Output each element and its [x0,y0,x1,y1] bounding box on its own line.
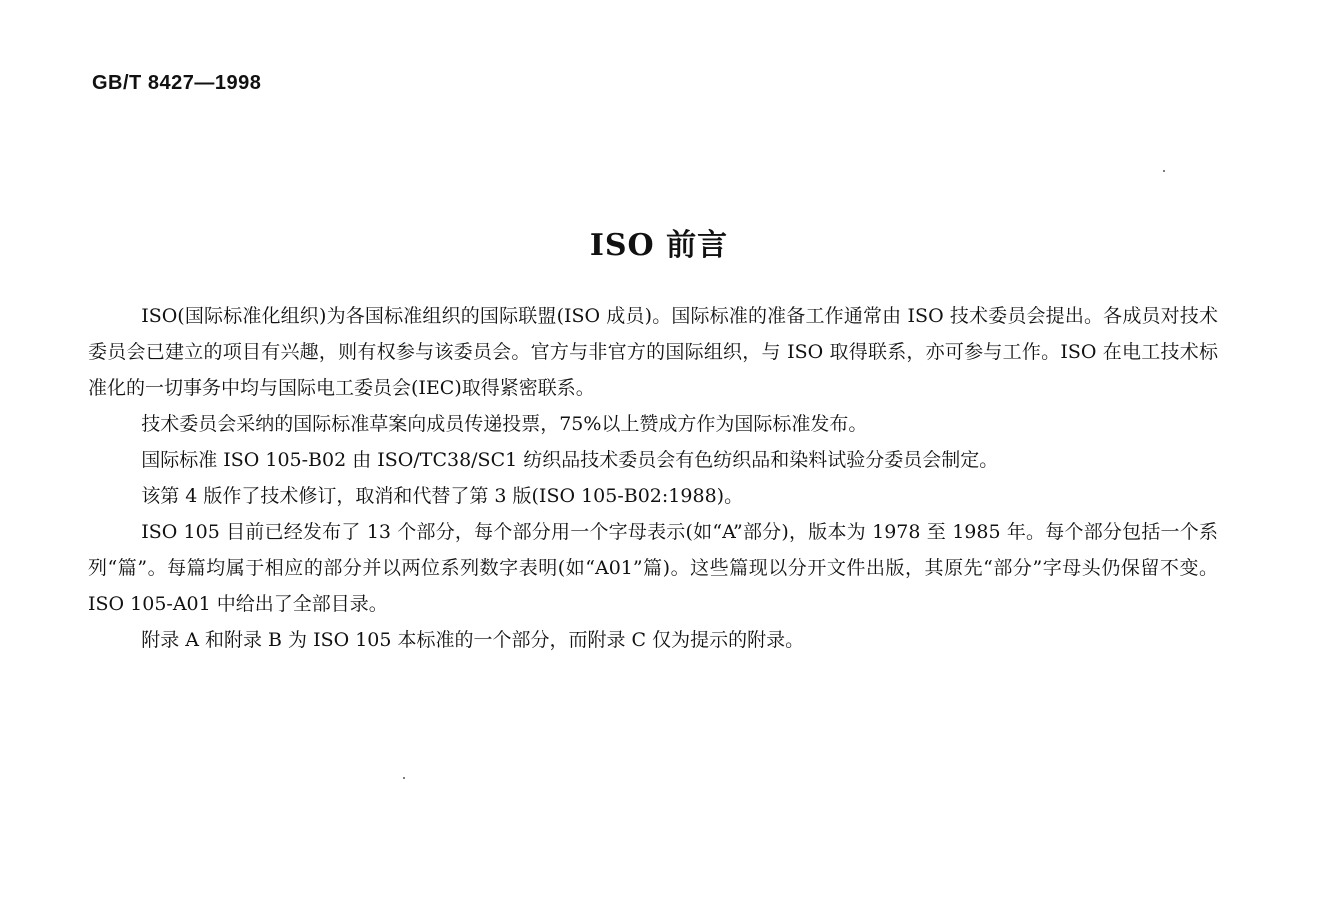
document-code: GB/T 8427—1998 [92,72,262,94]
scan-speck [1163,170,1165,172]
paragraph-prepared-by: 国际标准 ISO 105-B02 由 ISO/TC38/SC1 纺织品技术委员会有色纺织品和染料试验分委员会制定。 [141,449,999,471]
page-title: ISO 前言 [589,228,729,263]
paragraph-iso-intro: ISO(国际标准化组织)为各国标准组织的国际联盟(ISO 成员)。国际标准的准备工作通常由 ISO 技术委员会提出。各成员对技术委员会已建立的项目有兴趣，则有权参与该委员会。官方与非官方的国际组织，与 ISO 取得联系，亦可参与工作。ISO 在电工技术标准化的一切事务中均与国际电工委员会(IEC)取得紧密联系。 [88,305,1218,399]
paragraph-voting: 技术委员会采纳的国际标准草案向成员传递投票，75%以上赞成方作为国际标准发布。 [141,413,868,435]
foreword-body [88,298,1218,658]
paragraph-annexes: 附录 A 和附录 B 为 ISO 105 本标准的一个部分，而附录 C 仅为提示的附录。 [141,629,805,651]
scan-speck [403,777,405,779]
paragraph-parts: ISO 105 目前已经发布了 13 个部分，每个部分用一个字母表示(如“A”部分)，版本为 1978 至 1985 年。每个部分包括一个系列“篇”。每篇均属于相应的部分并以两位系列数字表明(如“A01”篇)。这些篇现以分开文件出版，其原先“部分”字母头仍保留不变。ISO 105-A01 中给出了全部目录。 [88,521,1218,615]
paragraph-edition: 该第 4 版作了技术修订，取消和代替了第 3 版(ISO 105-B02:1988)。 [141,485,744,507]
